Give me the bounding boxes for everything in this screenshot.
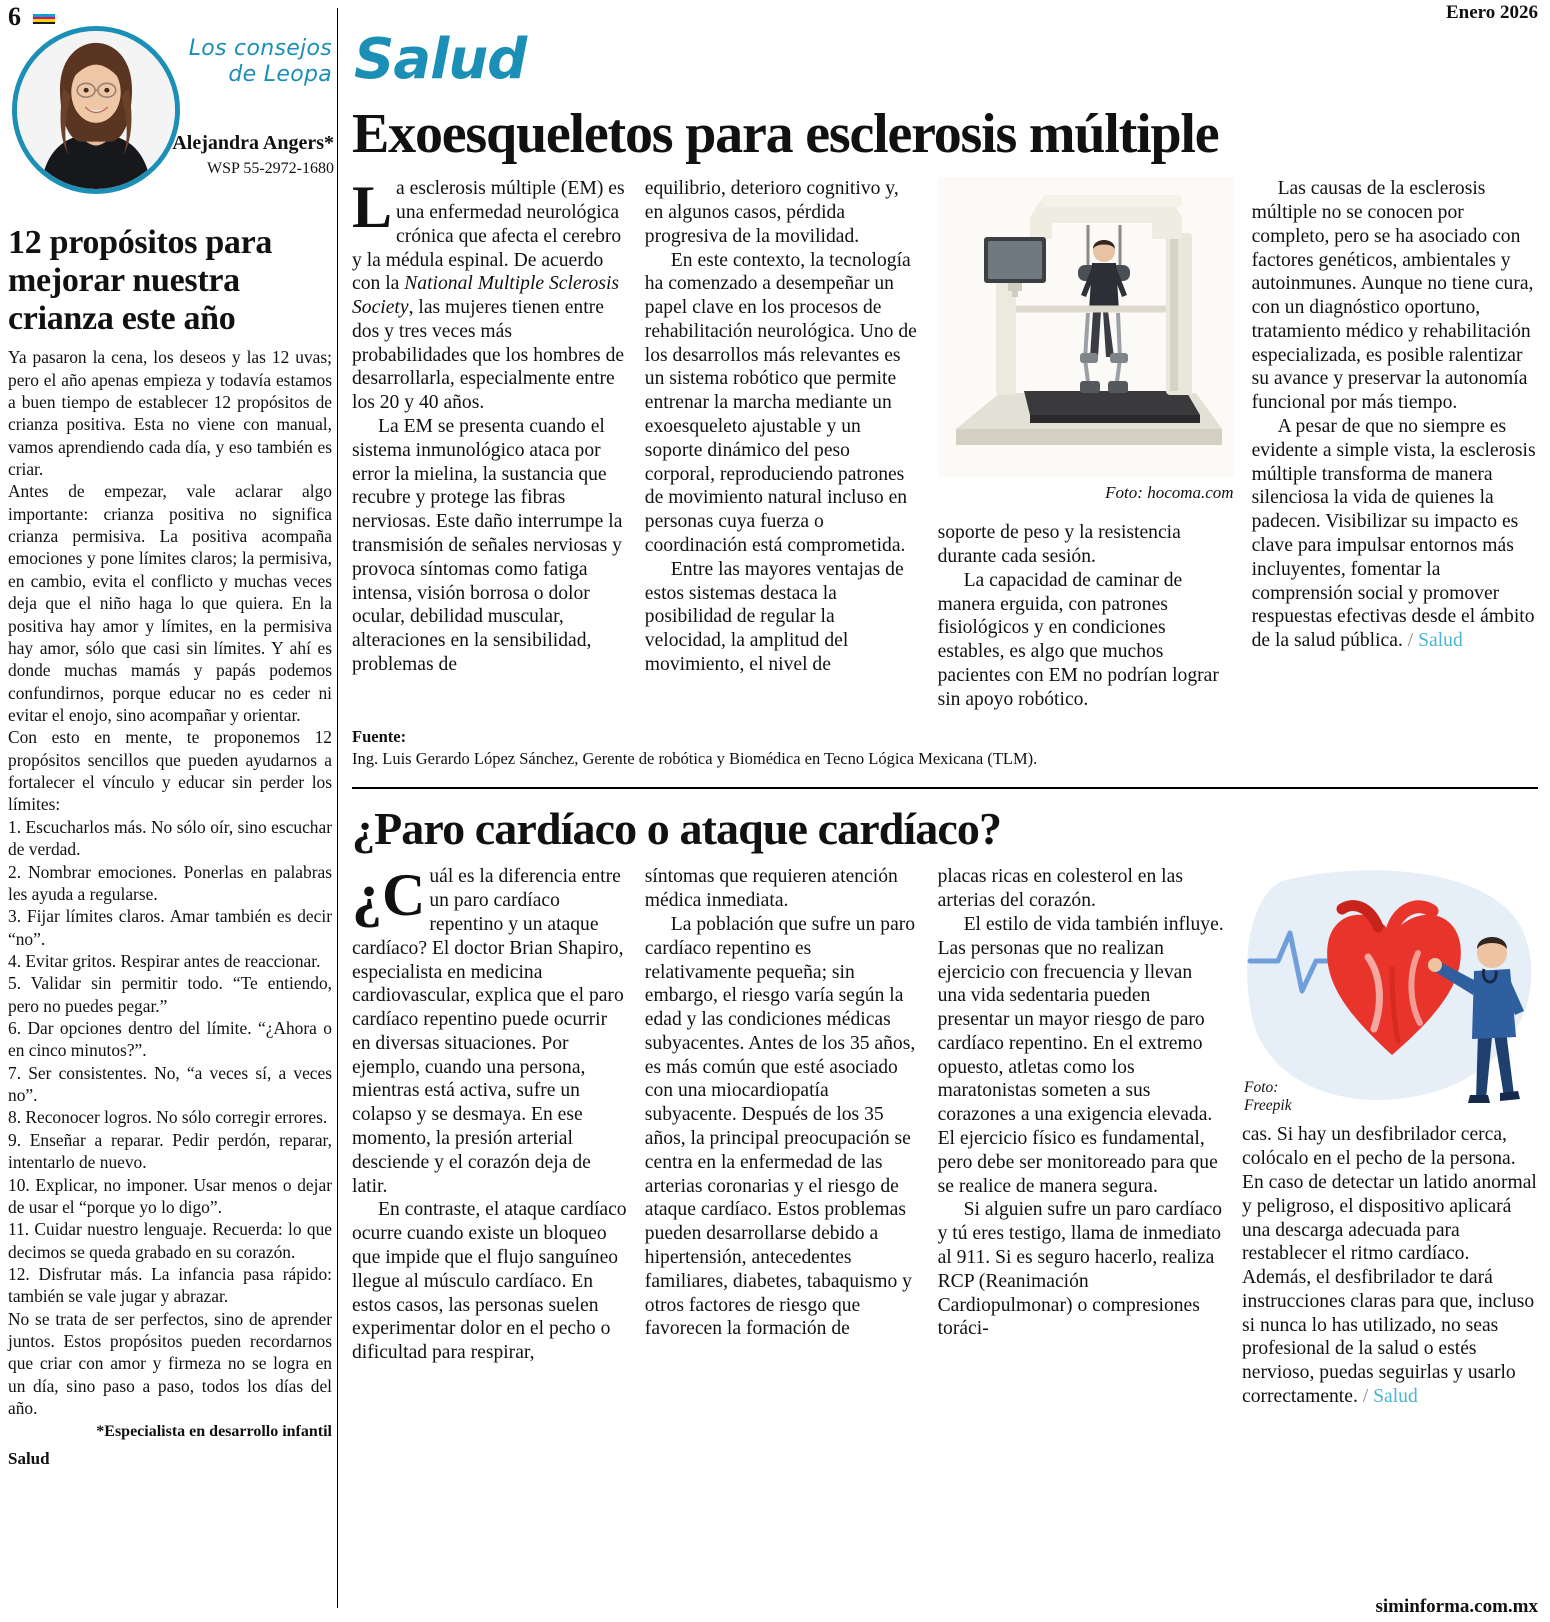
sidebar-signature: Salud [8,1449,50,1469]
sidebar-paragraph: 2. Nombrar emociones. Ponerlas en palabras les ayuda a regularse. [8,861,332,904]
author-name: Alejandra Angers* [172,132,334,154]
article1-photo [938,177,1234,477]
lead-part-a: La esclerosis múltiple (EM) es una enfermedad neurológica crónica que afecta el cerebro y la médula espinal. De acuerdo con la [352,174,625,295]
sidebar-paragraph: No se trata de ser perfectos, sino de aprender juntos. Estos propósitos pueden recordarnos que criar con amor y firmeza no se logra en un día, sino paso a paso, todos los días del año. [8,1308,332,1419]
article1-photo-caption: Foto: hocoma.com [1105,483,1234,503]
article1-column-2 [645,177,920,711]
heart-ecg-illustration-icon [1242,865,1538,1115]
article1-column-1 [352,174,627,711]
sidebar-paragraph: 6. Dar opciones dentro del límite. “¿Ahora o en cinco minutos?”. [8,1018,332,1061]
sidebar-footnote: *Especialista en desarrollo infantil [96,1423,332,1441]
article2-lead-paragraph: ¿Cuál es la diferencia entre un paro cardíaco repentino y un ataque cardíaco? El doctor Brian Shapiro, especialista en medicina cardiovascular, explica que el paro cardíaco repentino puede ocurrir en diversas situaciones. Por ejemplo, cuando una persona, mientras está activa, sufre un colapso y se desmaya. En ese momento, la presión arterial desciende y el corazón deja de latir. [352,862,624,1197]
sidebar-body [8,346,332,1419]
sidebar-paragraph: 10. Explicar, no imponer. Usar menos o dejar de usar el “porque yo lo digo”. [8,1174,332,1217]
section-kicker: Salud [354,27,527,92]
page-number: 6 [8,2,21,31]
avatar [12,26,180,194]
column-divider [337,8,338,1608]
article2-column-3 [938,865,1224,1409]
closing-text: A pesar de que no siempre es evidente a simple vista, la esclerosis múltiple transforma de manera silenciosa la vida de quienes la padecen. Visibilizar su impacto es clave para impulsar entornos más incluyentes, fomentar la comprensión social y promover respuestas efectivas desde el ámbito de la salud pública. [1251,416,1536,652]
sidebar-paragraph: Antes de empezar, vale aclarar algo importante: crianza positiva no significa crianza permisiva. La positiva acompaña emociones y pone límites claros; la permisiva, en cambio, evita el conflicto y muchas veces deja que el niño haga lo que quiera. En la positiva hay amor y límites, en la permisiva hay amor, sólo que casi sin límites. Y ahí es donde muchas mamás y papás podemos confundirnos, porque educar no es ceder ni evitar el enojo, sino acompañar y orientar. [8,481,332,725]
salud-tag: Salud [1418,630,1463,652]
article-separator [352,787,1538,789]
article1-column-4 [1252,177,1538,711]
closing-text: cas. Si hay un desfibrilador cerca, colócalo en el pecho de la persona. En caso de detectar un latido anormal y peligroso, el dispositivo aplicará una descarga adecuada para restablecer el ritmo cardíaco. Además, el desfibrilador te dará instrucciones claras para que, incluso si nunca lo has utilizado, no seas profesional de la salud o estés nervioso, puedas seguirlas y usarlo correctamente. [1242,1124,1537,1408]
article1-paragraph: equilibrio, deterioro cognitivo y, en algunos casos, pérdida progresiva de la movilidad. [644,178,899,247]
article2-paragraph: La población que sufre un paro cardíaco repentino es relativamente pequeña; sin embargo, el riesgo varía según la edad y las condiciones médicas subyacentes. Antes de los 35 años, es más común que esté asociado con una miocardiopatía subyacente. Después de los 35 años, la principal preocupación se centra en la enfermedad de las arterias coronarias y el riesgo de ataque cardíaco. Estos problemas pueden desarrollarse debido a hipertensión, antecedentes familiares, diabetes, tabaquismo y otros factores de riesgo que favorecen la formación de [644,913,916,1340]
sidebar-paragraph: 4. Evitar gritos. Respirar antes de reaccionar. [8,950,321,971]
column-brand [188,36,332,87]
sidebar-paragraph: 5. Validar sin permitir todo. “Te entiendo, pero no puedes pegar.” [8,973,332,1016]
photo-caption-line2: Freepik [1244,1097,1292,1115]
column-brand-line1: Los consejos [188,36,332,61]
article1-paragraph: La capacidad de caminar de manera erguida, con patrones fisiológicos y en condiciones estables, es algo que muchos pacientes con EM no podrían lograr sin apoyo robótico. [937,569,1219,710]
article1-paragraph: Entre las mayores ventajas de estos sistemas destaca la posibilidad de regular la velocidad, la amplitud del movimiento, el nivel de [644,558,904,676]
article1-column-3-text [938,521,1234,711]
sidebar-paragraph: Con esto en mente, te proponemos 12 propósitos sencillos que pueden ayudarnos a fortalecer el vínculo y educar sin perder los límites: [8,727,332,815]
article2-paragraph: síntomas que requieren atención médica inmediata. [644,866,898,912]
article1-columns [352,174,1538,711]
robotic-gait-trainer-photo [938,177,1234,477]
byline-slash: / [1407,630,1414,652]
article1-lead-paragraph [352,174,627,415]
salud-tag: Salud [1373,1386,1418,1408]
sidebar-headline: 12 propósitos para mejorar nuestra crianza este año [8,224,273,338]
article2-paragraph: El estilo de vida también influye. Las personas que no realizan ejercicio con frecuencia y llevan una vida sedentaria pueden presentar un mayor riesgo de paro cardíaco repentino. En el extremo opuesto, atletas como los maratonistas someten a sus corazones a una exigencia elevada. El ejercicio físico es fundamental, pero debe ser monitoreado para que se realice de manera segura. [937,913,1224,1197]
article2-column-4-text [1242,1123,1538,1409]
article1-paragraph: Las causas de la esclerosis múltiple no se conocen por completo, pero se ha asociado con factores genéticos, ambientales y autoinmunes. Aunque no tiene cura, con un diagnóstico oportuno, tratamiento médico y rehabilitación especializada, es posible ralentizar su avance y preservar la autonomía funcional por más tiempo. [1251,178,1534,414]
column-brand-line2: de Leopa [228,61,332,87]
photo-caption-line1: Foto: [1244,1079,1279,1097]
author-contact: WSP 55-2972-1680 [207,160,334,177]
columnist-header [8,20,332,210]
sidebar-paragraph: 7. Ser consistentes. No, “a veces sí, a veces no”. [8,1062,332,1106]
org-name: National Multiple Sclerosis Society [352,273,620,319]
sidebar-paragraph: 9. Enseñar a reparar. Pedir perdón, reparar, intentarlo de nuevo. [8,1129,332,1173]
article2-photo-caption [1244,1079,1292,1115]
main-content [352,18,1538,1409]
issue-date: Enero 2026 [1445,2,1538,23]
article1-headline: Exoesqueletos para esclerosis múltiple [352,103,1219,165]
article1-closing-paragraph [1252,415,1538,653]
article1-paragraph: La EM se presenta cuando el sistema inmunológico ataca por error la mielina, la sustancia que recubre y protege las fibras nerviosas. Este daño interrumpe la transmisión de señales nerviosas y provoca síntomas como fatiga intensa, visión borrosa o dolor ocular, debilidad muscular, alteraciones en la sensibilidad, problemas de [352,416,623,676]
sidebar-paragraph: 12. Disfrutar más. La infancia pasa rápido: también se vale jugar y abrazar. [8,1263,332,1307]
source-text: Ing. Luis Gerardo López Sánchez, Gerente de robótica y Biomédica en Tecno Lógica Mexicana (TLM). [352,749,1038,769]
article2-columns [352,862,1538,1409]
lead-part-c: , las mujeres tienen entre dos y tres veces más probabilidades que los hombres de desarrollarla, especialmente entre los 20 y 40 años. [352,297,625,414]
sidebar-paragraph: 8. Reconocer logros. No sólo corregir errores. [8,1107,328,1128]
article2-column-2 [645,865,920,1409]
article2-paragraph: Si alguien sufre un paro cardíaco y tú eres testigo, llama de inmediato al 911. Si es seguro hacerlo, realiza RCP (Reanimación Cardiopulmonar) o compresiones toráci- [937,1199,1223,1340]
sidebar-column [8,20,332,1469]
article2-illustration-wrap [1242,865,1538,1115]
article1-paragraph: En este contexto, la tecnología ha comenzado a desempeñar un papel clave en los procesos de rehabilitación neurológica. Uno de los desarrollos más relevantes es un sistema robótico que permite entrenar la marcha mediante un exoesqueleto ajustable y un soporte dinámico del peso corporal, reproduciendo patrones de movimiento natural incluso en personas cuya fuerza o coordinación está comprometida. [644,249,917,557]
sidebar-paragraph: Ya pasaron la cena, los deseos y las 12 uvas; pero el año apenas empieza y todavía estamos a buen tiempo de establecer 12 propósitos de crianza positiva. Esta no viene con manual, vamos aprendiendo cada día, y eso también es criar. [8,347,332,480]
article2-column-4 [1242,865,1538,1409]
article1-column-3 [938,177,1234,711]
sidebar-paragraph: 3. Fijar límites claros. Amar también es decir “no”. [8,906,332,949]
article2-illustration [1242,865,1538,1115]
article2-paragraph: En contraste, el ataque cardíaco ocurre cuando existe un bloqueo que impide que el flujo sanguíneo llegue al músculo cardíaco. En estos casos, las personas suelen experimentar dolor en el pecho o dificultad para respirar, [352,1199,627,1364]
website-footer: siminforma.com.mx [1375,1596,1538,1617]
avatar-portrait-icon [17,31,175,189]
article1-paragraph: soporte de peso y la resistencia durante cada sesión. [937,522,1181,567]
source-label: Fuente: [352,727,407,747]
sidebar-paragraph: 11. Cuidar nuestro lenguaje. Recuerda: lo que decimos se queda grabado en su corazón. [8,1219,332,1262]
sidebar-paragraph: 1. Escucharlos más. No sólo oír, sino escuchar de verdad. [8,816,332,860]
article2-paragraph: placas ricas en colesterol en las arterias del corazón. [937,866,1183,912]
article2-closing-paragraph [1242,1123,1538,1409]
article2-column-1 [352,862,627,1409]
article1-source [352,727,1538,769]
article2-headline: ¿Paro cardíaco o ataque cardíaco? [352,803,1002,855]
byline-slash: / [1362,1386,1369,1408]
